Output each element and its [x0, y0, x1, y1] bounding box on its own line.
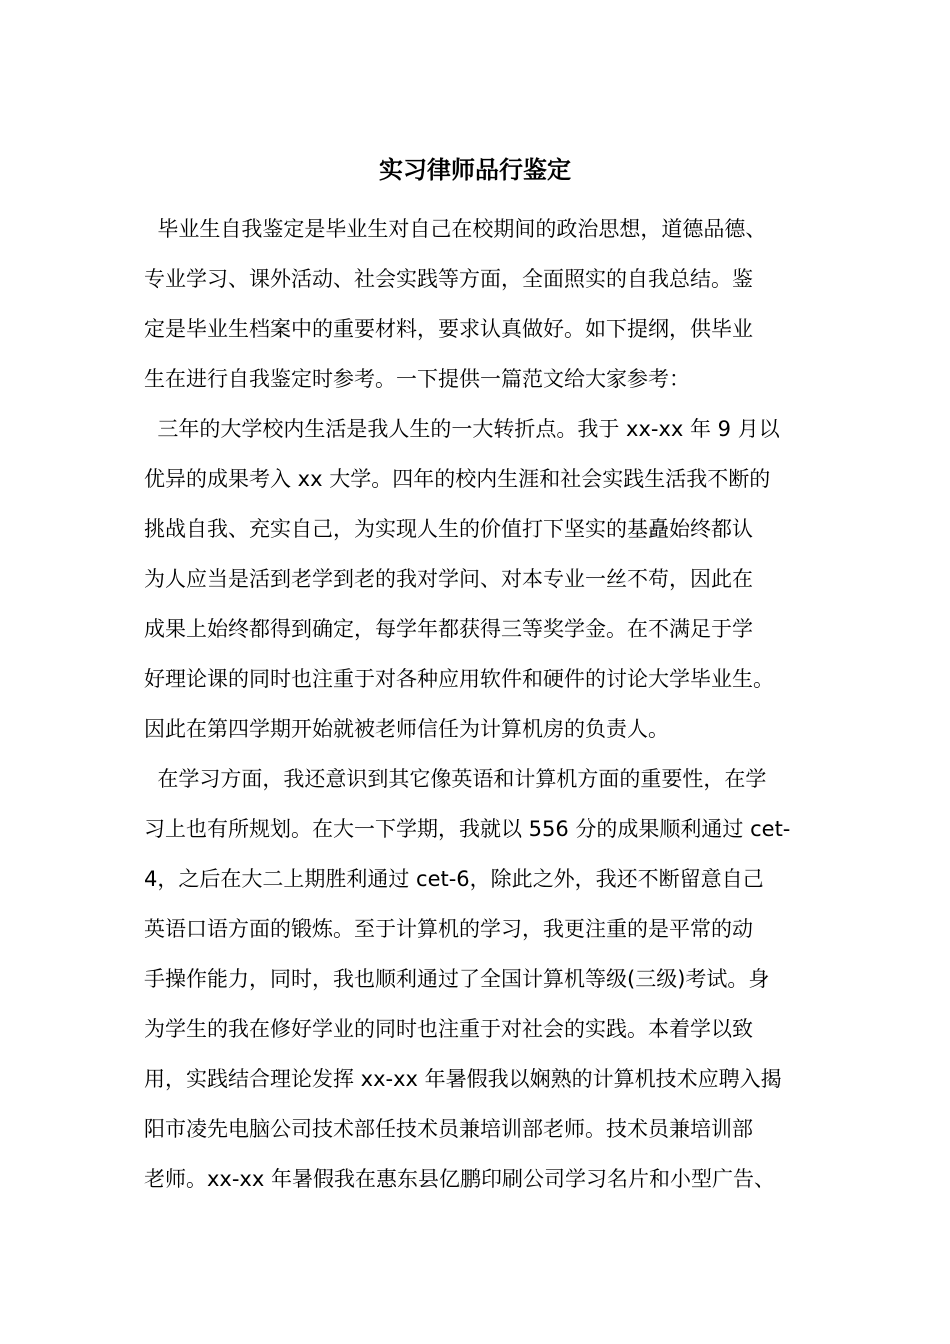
text-line: 好理论课的同时也注重于对各种应用软件和硬件的讨论大学毕业生。	[144, 667, 774, 691]
text-line: 为学生的我在修好学业的同时也注重于对社会的实践。本着学以致	[144, 1017, 753, 1041]
text-line: 为人应当是活到老学到老的我对学问、对本专业一丝不苟，因此在	[144, 567, 753, 591]
text-line: 习上也有所规划。在大一下学期，我就以 556 分的成果顺利通过 cet-	[144, 817, 791, 841]
text-line: 挑战自我、充实自己，为实现人生的价值打下坚实的基矗始终都认	[144, 517, 753, 541]
text-line: 因此在第四学期开始就被老师信任为计算机房的负责人。	[144, 717, 669, 741]
text-line: 优异的成果考入 xx 大学。四年的校内生涯和社会实践生活我不断的	[144, 467, 771, 491]
text-line: 定是毕业生档案中的重要材料，要求认真做好。如下提纲，供毕业	[144, 317, 753, 341]
document-title: 实习律师品行鉴定	[379, 156, 571, 184]
text-line: 生在进行自我鉴定时参考。一下提供一篇范文给大家参考：	[144, 367, 690, 391]
text-line: 三年的大学校内生活是我人生的一大转折点。我于 xx-xx 年 9 月以	[144, 417, 780, 441]
text-line: 阳市凌先电脑公司技术部任技术员兼培训部老师。技术员兼培训部	[144, 1117, 753, 1141]
text-line: 在学习方面，我还意识到其它像英语和计算机方面的重要性，在学	[144, 767, 767, 791]
text-line: 手操作能力，同时，我也顺利通过了全国计算机等级(三级)考试。身	[144, 967, 770, 991]
document-body	[144, 204, 824, 1204]
text-line: 毕业生自我鉴定是毕业生对自己在校期间的政治思想，道德品德、	[144, 217, 767, 241]
text-line: 专业学习、课外活动、社会实践等方面，全面照实的自我总结。鉴	[144, 267, 753, 291]
text-line: 用，实践结合理论发挥 xx-xx 年暑假我以娴熟的计算机技术应聘入揭	[144, 1067, 782, 1091]
text-line: 4，之后在大二上期胜利通过 cet-6，除此之外，我还不断留意自己	[144, 867, 764, 891]
text-line: 老师。xx-xx 年暑假我在惠东县亿鹏印刷公司学习名片和小型广告、	[144, 1167, 775, 1191]
text-line: 英语口语方面的锻炼。至于计算机的学习，我更注重的是平常的动	[144, 917, 753, 941]
text-line: 成果上始终都得到确定，每学年都获得三等奖学金。在不满足于学	[144, 617, 753, 641]
